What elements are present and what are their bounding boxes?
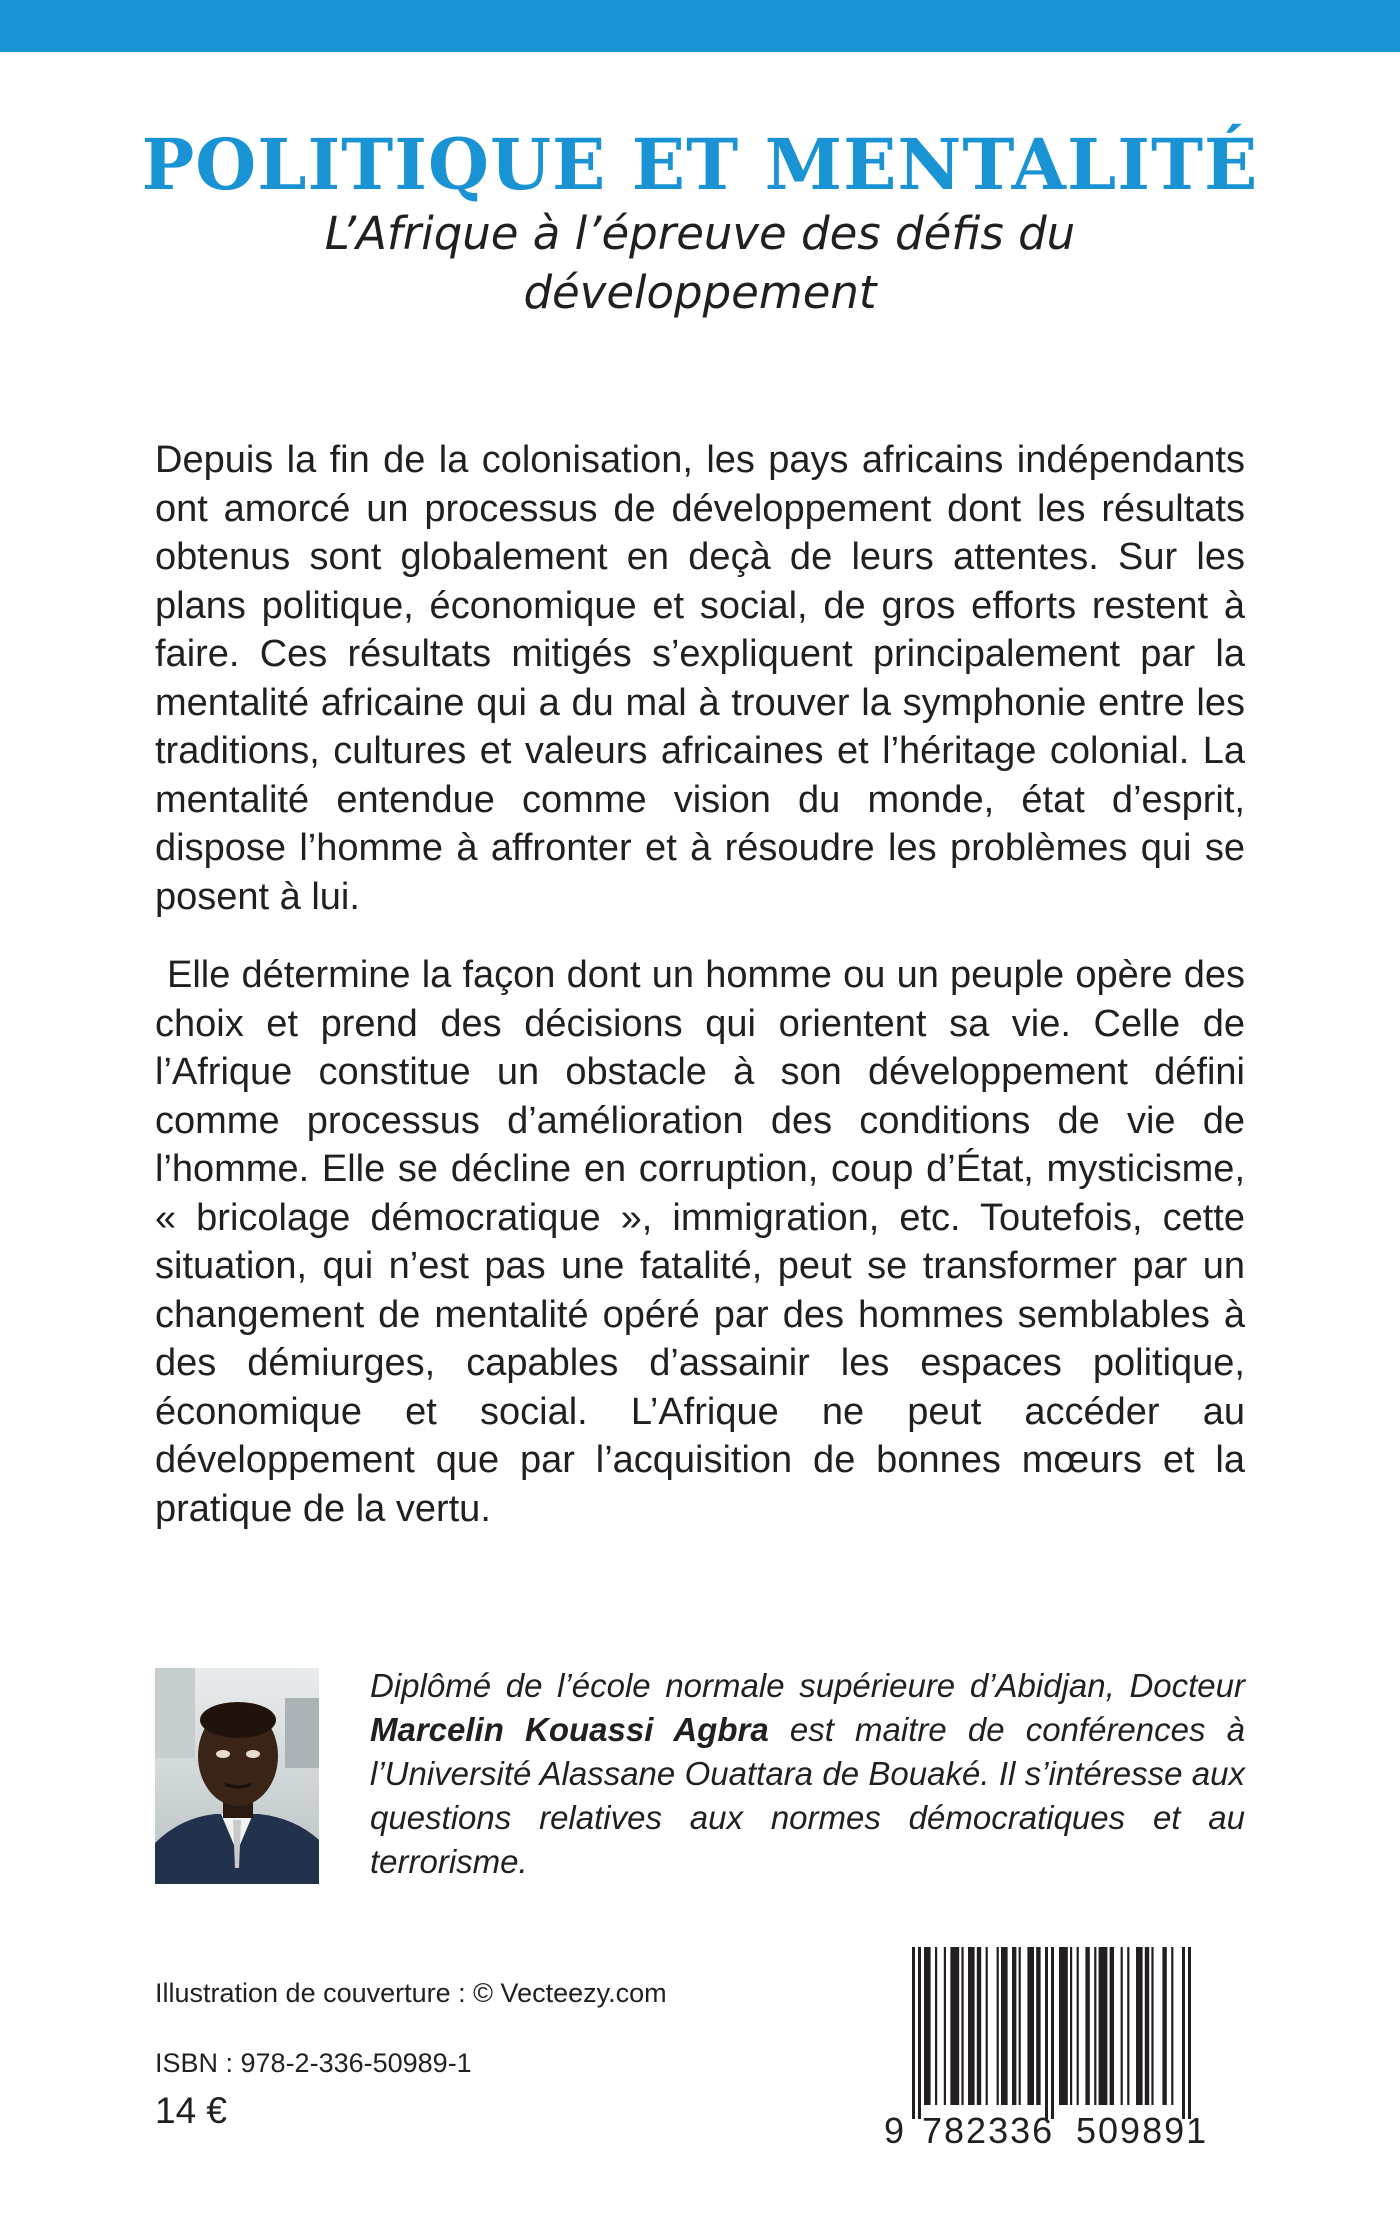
barcode-bar <box>968 1947 975 2105</box>
author-bio-rest: est maitre de conférences à l’Université Alassane Ouattara de Bouaké. Il s’intéresse aux questions relatives aux normes démocratiques et au terrorisme. <box>370 1711 1245 1880</box>
barcode-bar <box>1036 1947 1040 2105</box>
book-subtitle: L’Afrique à l’épreuve des défis du développement <box>324 207 1076 319</box>
blurb-paragraph-2: Elle détermine la façon dont un homme ou un peuple opère des choix et prend des décisions qui orientent sa vie. Celle de l’Afrique constitue un obstacle à son développement défini comme processus d’amélioration des conditions de vie de l’homme. Elle se décline en corruption, coup d’État, mysticisme, « bricolage démocratique », immigration, etc. Toutefois, cette situation, qui n’est pas une fatalité, peut se transformer par un changement de mentalité opéré par des hommes semblables à des démiurges, capables d’assainir les espaces politique, économique et social. L’Afrique ne peut accéder au développement que par l’acquisition de bonnes mœurs et la pratique de la vertu. <box>155 954 1245 1530</box>
barcode-bar <box>1136 1947 1143 2105</box>
barcode-bar <box>1085 1947 1089 2105</box>
barcode-bar <box>1027 1947 1034 2105</box>
isbn: ISBN : 978-2-336-50989-1 <box>155 2048 472 2078</box>
barcode-bar <box>1099 1947 1108 2105</box>
barcode-guard-bar <box>1051 1947 1054 2119</box>
barcode-bar <box>1012 1947 1016 2105</box>
author-bio-intro: Diplômé de l’école normale supérieure d’Abidjan, Docteur <box>370 1667 1245 1704</box>
blurb-paragraph-1: Depuis la fin de la colonisation, les pays africains indépendants ont amorcé un processus de développement dont les résultats obtenus sont globalement en deçà de leurs attentes. Sur les plans politique, économique et social, de gros efforts restent à faire. Ces résultats mitigés s’expliquent principalement par la mentalité africaine qui a du mal à trouver la symphonie entre les traditions, cultures et valeurs africaines et l’héritage colonial. La mentalité entendue comme vision du monde, état d’esprit, dispose l’homme à affronter et à résoudre les problèmes qui se posent à lui. <box>155 439 1245 918</box>
barcode-digits-left: 782336 <box>922 2110 1055 2151</box>
barcode-guard-bar <box>1045 1947 1048 2119</box>
author-bio <box>370 1664 1245 1884</box>
barcode-bar <box>1059 1947 1068 2105</box>
barcode-guard-bar <box>1182 1947 1185 2119</box>
author-photo <box>155 1668 319 1884</box>
barcode-guard-bar <box>912 1947 915 2119</box>
barcode-bar <box>924 1947 931 2105</box>
barcode-bar <box>961 1947 963 2105</box>
barcode-bar <box>1145 1947 1149 2105</box>
illustration-credit: Illustration de couverture : © Vecteezy.com <box>155 1978 667 2008</box>
top-color-band <box>0 0 1400 52</box>
barcode-bar <box>1127 1947 1129 2105</box>
author-name: Marcelin Kouassi Agbra <box>370 1711 769 1748</box>
barcode-bar <box>1171 1947 1173 2105</box>
barcode-bar <box>944 1947 946 2105</box>
barcode-icon <box>878 1943 1238 2155</box>
barcode-bar <box>1070 1947 1072 2105</box>
barcode-bar <box>1162 1947 1166 2105</box>
barcode-bar <box>1151 1947 1153 2105</box>
barcode-bar <box>986 1947 988 2105</box>
barcode-bar <box>1019 1947 1021 2105</box>
price: 14 € <box>155 2090 228 2131</box>
barcode-bar <box>1110 1947 1114 2105</box>
barcode-bar <box>1094 1947 1096 2105</box>
barcode-bar <box>977 1947 981 2105</box>
isbn-barcode <box>878 1943 1238 2155</box>
book-title: POLITIQUE ET MENTALITÉ <box>141 123 1259 206</box>
barcode-bar <box>1121 1947 1123 2105</box>
barcode-bar <box>950 1947 959 2105</box>
barcode-bar <box>1077 1947 1079 2105</box>
barcode-bar <box>997 1947 999 2105</box>
author-portrait-icon <box>155 1668 319 1884</box>
barcode-digits-right: 509891 <box>1076 2110 1209 2151</box>
barcode-bar <box>935 1947 937 2105</box>
barcode-bar <box>1001 1947 1008 2105</box>
barcode-guard-bar <box>918 1947 921 2119</box>
barcode-digit-first: 9 <box>884 2110 905 2151</box>
barcode-guard-bar <box>1188 1947 1191 2119</box>
